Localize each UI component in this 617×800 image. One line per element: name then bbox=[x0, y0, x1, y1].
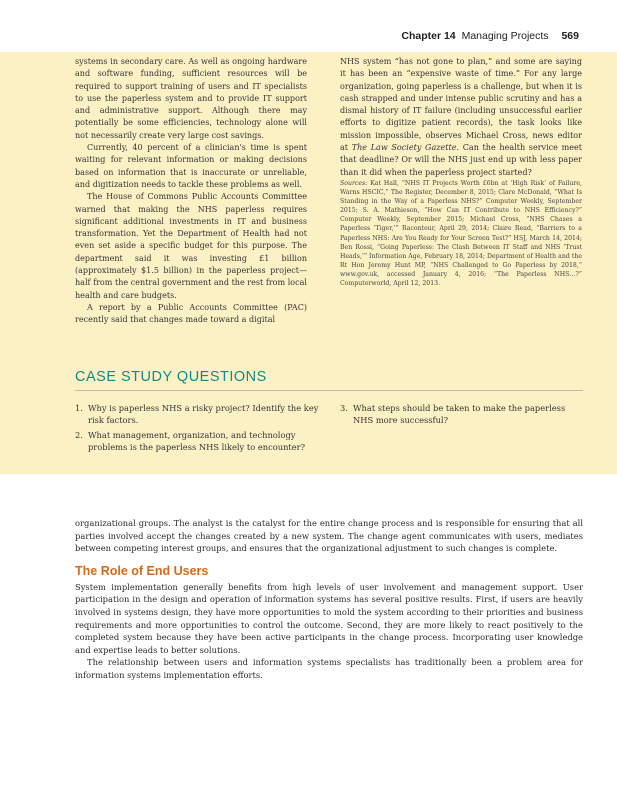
body-paragraph: organizational groups. The analyst is the catalyst for the entire change process and is responsible for ensuring that all parties involved accept the changes created by a new system. The change agent communicates with users, mediates between competing interest groups, and ensures that the organizational adjustment to such changes is complete. bbox=[75, 518, 583, 554]
page-number: 569 bbox=[561, 30, 579, 42]
section-heading: The Role of End Users bbox=[75, 563, 209, 578]
body-paragraph: The relationship between users and information systems specialists has traditionally been a problem area for information systems implementation efforts. bbox=[75, 657, 583, 680]
question-number: 1. bbox=[75, 403, 83, 413]
body-paragraph: System implementation generally benefits from high levels of user involvement and management support. User participation in the design and operation of information systems has several positive results. First, if users are heavily involved in systems design, they have more opportunities to mold the system according to their priorities and business requirements and more opportunities to control the outcome. Second, they are more likely to react positively to the completed system because they have been active participants in the change process. Incorporating user knowledge and expertise leads to better solutions. bbox=[75, 581, 583, 655]
question-text: What steps should be taken to make the paperless NHS more successful? bbox=[353, 403, 566, 425]
question-item bbox=[340, 402, 585, 426]
case-paragraph: systems in secondary care. As well as ongoing hardware and software funding, sufficient resources will be required to support training of users and IT specialists to use the paperless system and to provide IT support and administrative support. Although there may potentially be some efficiencies, technology alone will not necessarily create very large cost savings. bbox=[75, 57, 307, 140]
question-number: 2. bbox=[75, 430, 83, 440]
case-paragraph: A report by a Public Accounts Committee (PAC) recently said that changes made toward a digital bbox=[75, 302, 307, 325]
case-paragraph bbox=[340, 56, 582, 179]
question-text: What management, organization, and technology problems is the paperless NHS likely to encounter? bbox=[88, 430, 306, 452]
case-study-right-column bbox=[340, 56, 582, 288]
chapter-label: Chapter 14 bbox=[401, 30, 456, 42]
case-study-questions-title: CASE STUDY QUESTIONS bbox=[75, 369, 267, 385]
sources-note bbox=[340, 179, 582, 288]
case-text: NHS system “has not gone to plan,” and some are saying it has been an “expensive waste of time.” For any large organization, going paperless is a challenge, but when it is cash strapped and under intense public scrutiny and has a dismal history of IT failure (including unsuccessful earlier efforts to digitize patient records), the task looks like mission impossible, observes Michael Cross, news editor at bbox=[340, 57, 582, 153]
case-text: . Can the health service meet that deadline? Or will the NHS just end up with less paper than it did when the paperless project started? bbox=[340, 143, 582, 177]
sources-label: Sources: bbox=[340, 179, 368, 187]
running-header bbox=[401, 30, 579, 42]
section-divider bbox=[75, 390, 583, 391]
case-paragraph: The House of Commons Public Accounts Committee warned that making the NHS paperless requires significant additional investments in IT and business transformation. Yet the Department of Health had not even set aside a specific budget for this purpose. The department said it was investing £1 billion (approximately $1.5 billion) in the paperless project—half from the central government and the rest from local health and care budgets. bbox=[75, 192, 307, 300]
question-text: Why is paperless NHS a risky project? Identify the key risk factors. bbox=[88, 403, 319, 425]
question-number: 3. bbox=[340, 403, 348, 413]
chapter-title: Managing Projects bbox=[461, 30, 549, 42]
question-item bbox=[75, 429, 320, 453]
question-item bbox=[75, 402, 320, 426]
sources-text: Kat Hall, “NHS IT Projects Worth £6bn at ‘High Risk’ of Failure, Warns HSCIC,” The Register, December 8, 2015; Clare McDonald, “What Is Standing in the Way of a Paperless NHS?” Computer Weekly, September 2015; S. A. Mathieson, “How Can IT Contribute to NHS Efficiency?” Computer Weekly, September 2015; Michael Cross, “NHS Chases a Paperless ‘Tiger,’” Raconteur, April 29, 2014; Claire Read, “Barriers to a Paperless NHS: Are You Ready for Your Screen Test?” HSJ, March 14, 2014; Ben Rossi, “Going Paperless: The Clash Between IT Staff and NHS ‘Trust Heads,’” Information Age, February 18, 2014; Department of Health and the Rt Hon Jeremy Hunt MP, “NHS Challenged to Go Paperless by 2018,” www.gov.uk, accessed January 4, 2016; “The Paperless NHS…?” Computerworld, April 12, 2013. bbox=[340, 179, 583, 287]
case-study-left-column bbox=[75, 56, 307, 327]
main-body-text bbox=[75, 517, 583, 682]
case-paragraph: Currently, 40 percent of a clinician's time is spent waiting for relevant information or making decisions based on information that is inaccurate or unreliable, and digitization needs to tackle these problems as well. bbox=[75, 143, 307, 189]
publication-name: The Law Society Gazette bbox=[351, 143, 457, 153]
